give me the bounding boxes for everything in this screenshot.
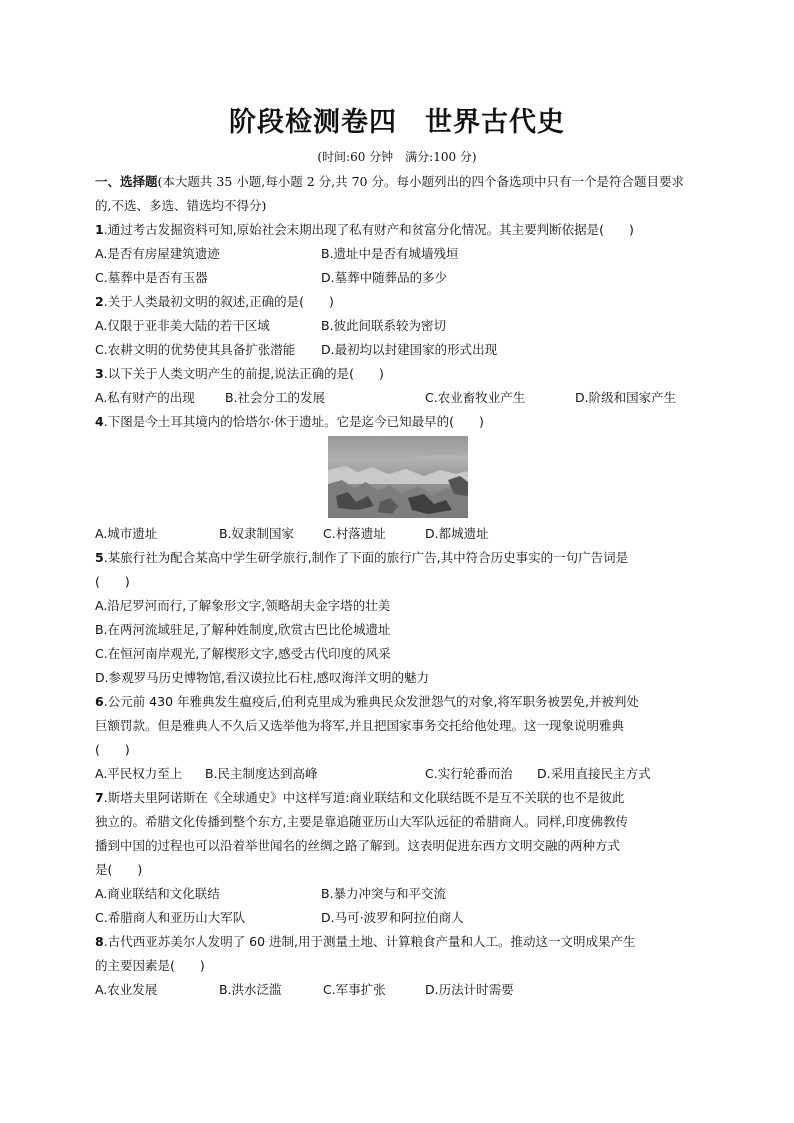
question-3-stem: 3.以下关于人类文明产生的前提,说法正确的是( ) (95, 366, 384, 381)
question-8-stem: 8.古代西亚苏美尔人发明了 60 进制,用于测量土地、计算粮食产量和人工。推动这一文明成果产生 (95, 934, 636, 949)
question-number: 2 (95, 294, 104, 309)
question-6-stem-cont: 巨额罚款。但是雅典人不久后又选举他为将军,并且把国家事务交托给他处理。这一现象说明雅典 (95, 718, 624, 733)
option-b[interactable]: B.在两河流域驻足,了解种姓制度,欣赏古巴比伦城遗址 (95, 622, 391, 637)
catalhoyuk-site-photo (328, 436, 468, 518)
question-2-options-row1 (95, 314, 700, 338)
question-number: 3 (95, 366, 104, 381)
question-7-stem-cont: 独立的。希腊文化传播到整个东方,主要是靠追随亚历山大军队远征的希腊商人。同样,印度佛教传 (95, 814, 628, 829)
option-c[interactable]: C.农耕文明的优势使其具备扩张潜能 (95, 342, 296, 357)
option-c[interactable]: C.村落遗址 (323, 526, 386, 541)
question-4-options (95, 522, 700, 546)
question-text: 下图是今土耳其境内的恰塔尔·休于遗址。它是迄今已知最早的( ) (107, 414, 484, 429)
question-6-options (95, 762, 700, 786)
option-d[interactable]: D.参观罗马历史博物馆,看汉谟拉比石柱,感叹海洋文明的魅力 (95, 670, 430, 685)
option-c[interactable]: C.在恒河南岸观光,了解楔形文字,感受古代印度的风采 (95, 646, 391, 661)
option-b[interactable]: B.洪水泛滥 (219, 982, 282, 997)
question-1-options-row1 (95, 242, 700, 266)
option-b[interactable]: B.社会分工的发展 (225, 390, 326, 405)
question-text: 通过考古发掘资料可知,原始社会末期出现了私有财产和贫富分化情况。其主要判断依据是( ) (107, 222, 634, 237)
question-6-stem-cont: ( ) (95, 742, 130, 757)
question-5-stem-cont: ( ) (95, 574, 130, 589)
question-8-stem-cont: 的主要因素是( ) (95, 958, 205, 973)
section-instruction-text: (本大题共 35 小题,每小题 2 分,共 70 分。每小题列出的四个备选项中只有一个是符合题目要求的,不选、多选、错选均不得分) (95, 174, 684, 213)
question-list (95, 218, 700, 1002)
question-7-stem-cont: 是( ) (95, 862, 143, 877)
option-b[interactable]: B.暴力冲突与和平交流 (321, 886, 447, 901)
question-number: 1 (95, 222, 104, 237)
option-a[interactable]: A.城市遗址 (95, 526, 158, 541)
question-number: 5 (95, 550, 104, 565)
question-6-stem: 6.公元前 430 年雅典发生瘟疫后,伯利克里成为雅典民众发泄怨气的对象,将军职务被罢免,并被判处 (95, 694, 639, 709)
option-d[interactable]: D.都城遗址 (425, 526, 489, 541)
question-5-stem: 5.某旅行社为配合某高中学生研学旅行,制作了下面的旅行广告,其中符合历史事实的一句广告词是 (95, 550, 629, 565)
option-a[interactable]: A.仅限于亚非美大陆的若干区域 (95, 318, 270, 333)
option-b[interactable]: B.民主制度达到高峰 (205, 766, 318, 781)
option-a[interactable]: A.商业联结和文化联结 (95, 886, 220, 901)
question-2-stem: 2.关于人类最初文明的叙述,正确的是( ) (95, 294, 334, 309)
question-8-options (95, 978, 700, 1002)
question-7-options-row2 (95, 906, 700, 930)
option-a[interactable]: A.是否有房屋建筑遗迹 (95, 246, 220, 261)
question-1-stem: 1.通过考古发掘资料可知,原始社会末期出现了私有财产和贫富分化情况。其主要判断依据是( ) (95, 222, 634, 237)
question-text: 公元前 430 年雅典发生瘟疫后,伯利克里成为雅典民众发泄怨气的对象,将军职务被罢免,并被判处 (107, 694, 639, 709)
option-d[interactable]: D.采用直接民主方式 (537, 766, 651, 781)
question-4-stem: 4.下图是今土耳其境内的恰塔尔·休于遗址。它是迄今已知最早的( ) (95, 414, 484, 429)
question-number: 4 (95, 414, 104, 429)
option-a[interactable]: A.农业发展 (95, 982, 158, 997)
option-a[interactable]: A.沿尼罗河而行,了解象形文字,领略胡夫金字塔的壮美 (95, 598, 391, 613)
question-number: 7 (95, 790, 104, 805)
option-a[interactable]: A.私有财产的出现 (95, 390, 195, 405)
option-c[interactable]: C.希腊商人和亚历山大军队 (95, 910, 246, 925)
question-text: 关于人类最初文明的叙述,正确的是( ) (107, 294, 334, 309)
question-number: 8 (95, 934, 104, 949)
option-c[interactable]: C.农业畜牧业产生 (425, 390, 526, 405)
page-title: 阶段检测卷四 世界古代史 (229, 107, 565, 138)
option-c[interactable]: C.墓葬中是否有玉器 (95, 270, 208, 285)
option-d[interactable]: D.历法计时需要 (425, 982, 514, 997)
figure-container (95, 434, 700, 520)
section-heading: 一、选择题 (95, 174, 158, 189)
question-7-stem-cont: 播到中国的过程也可以沿着举世闻名的丝绸之路了解到。这表明促进东西方文明交融的两种方式 (95, 838, 621, 853)
option-a[interactable]: A.平民权力至上 (95, 766, 183, 781)
option-d[interactable]: D.墓葬中随葬品的多少 (321, 270, 448, 285)
option-c[interactable]: C.实行轮番而治 (425, 766, 513, 781)
question-text: 斯塔夫里阿诺斯在《全球通史》中这样写道:商业联结和文化联结既不是互不关联的也不是彼此 (107, 790, 625, 805)
option-b[interactable]: B.遗址中是否有城墙残垣 (321, 246, 459, 261)
option-d[interactable]: D.马可·波罗和阿拉伯商人 (321, 910, 464, 925)
question-1-options-row2 (95, 266, 700, 290)
question-text: 以下关于人类文明产生的前提,说法正确的是( ) (107, 366, 384, 381)
question-3-options (95, 386, 700, 410)
question-text: 古代西亚苏美尔人发明了 60 进制,用于测量土地、计算粮食产量和人工。推动这一文明成果产生 (107, 934, 636, 949)
question-text: 某旅行社为配合某高中学生研学旅行,制作了下面的旅行广告,其中符合历史事实的一句广告词是 (107, 550, 629, 565)
option-c[interactable]: C.军事扩张 (323, 982, 386, 997)
option-d[interactable]: D.最初均以封建国家的形式出现 (321, 342, 498, 357)
option-b[interactable]: B.彼此间联系较为密切 (321, 318, 447, 333)
question-7-options-row1 (95, 882, 700, 906)
question-7-stem: 7.斯塔夫里阿诺斯在《全球通史》中这样写道:商业联结和文化联结既不是互不关联的也不是彼此 (95, 790, 625, 805)
time-info: (时间:60 分钟 满分:100 分) (317, 150, 477, 164)
question-2-options-row2 (95, 338, 700, 362)
option-b[interactable]: B.奴隶制国家 (219, 526, 295, 541)
section-instructions (95, 170, 700, 218)
option-d[interactable]: D.阶级和国家产生 (575, 390, 677, 405)
question-number: 6 (95, 694, 104, 709)
